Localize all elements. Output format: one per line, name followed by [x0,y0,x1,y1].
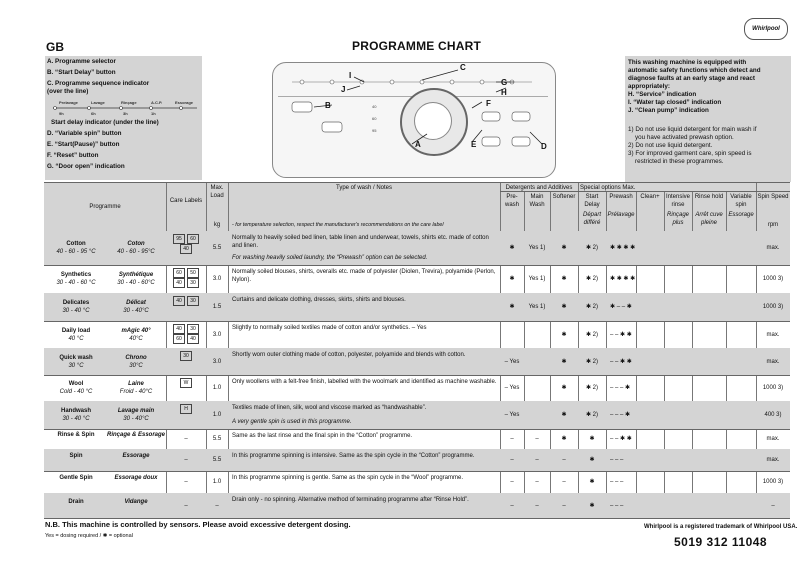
care-labels [166,435,206,443]
spin-speed: 1000 3) [762,479,784,485]
callout-g: G [501,78,508,87]
softener: ✱ [561,245,567,251]
programme-temp-en: 30 - 40 - 60 °C [56,280,96,286]
legend-item: D. “Variable spin” button [47,130,122,137]
care-labels [166,351,206,361]
control-legend [45,56,202,180]
care-label-icon: 50 [187,268,199,278]
callout-h: H [501,88,507,97]
prewash-detergent: – Yes [504,385,520,391]
care-label-icon: W [180,378,192,388]
info-line: H. “Service” indication [628,91,697,98]
spin-speed: 400 3) [764,412,782,418]
start-delay: ✱ [589,457,595,463]
care-label-none: – [184,502,188,509]
care-label-icon: 40 [173,324,185,334]
start-delay: ✱ 2) [585,385,599,391]
header-rinse-hold: Rinse hold [694,194,724,200]
info-line: I. “Water tap closed” indication [628,99,722,106]
start-delay: ✱ 2) [585,245,599,251]
care-label-icon: 40 [187,334,199,344]
svg-text:Lavage: Lavage [91,100,105,105]
legend-item: E. “Start(Pause)” button [47,141,120,148]
info-note: 3) For improved garment care, spin speed is [628,150,752,157]
care-label-icon: 40 [173,296,185,306]
programme-name-en: Gentle Spin [59,475,93,481]
svg-text:Prelavage: Prelavage [59,100,78,105]
programme-temp-fr: 30°C [129,362,143,369]
header-spin-speed: Spin Speed [757,194,789,200]
info-line: automatic safety functions which detect and [628,67,761,74]
header-kg: kg [213,222,221,228]
mainwash-detergent: Yes 1) [528,245,546,251]
svg-text:6h: 6h [91,111,96,116]
footer-note: N.B. This machine is controlled by sensors. Please avoid excessive detergent dosing. [45,520,351,529]
wash-notes: Same as the last rinse and the final spin in the “Cotton” programme. [232,433,413,439]
info-note: restricted in these programmes. [635,158,724,165]
legend-item: G. “Door open” indication [47,163,125,170]
mainwash-detergent: – [535,479,539,485]
care-labels [166,234,206,254]
softener: ✱ [561,412,567,418]
special-options: ✱ ✱ ✱ ✱ [610,276,636,282]
trademark-notice: Whirlpool is a registered trademark of Whirlpool USA. [644,524,798,530]
header-intensive-rinse-fr: Rinçage plus [666,212,689,226]
programme-name-en: Wool [68,381,84,387]
spin-speed: 1000 3) [762,304,784,310]
prewash-detergent: ✱ [509,245,515,251]
table-row [44,348,790,376]
prewash-detergent: ✱ [509,304,515,310]
header-prewash-option: Prewash [609,194,633,200]
wash-notes: Normally to heavily soiled bed linen, table linen and underwear, towels, shirts etc. made of cotton and linen. [232,235,489,249]
region-label: GB [46,40,64,54]
header-detergents: Detergents and Additives [505,185,573,191]
programme-name-fr: Laine [128,381,144,387]
sequence-indicator-illustration [51,98,201,118]
prewash-detergent: – [510,436,514,442]
table-row [44,401,790,430]
programme-temp-fr: Froid - 40°C [119,389,153,395]
start-delay: ✱ 2) [585,358,599,365]
programme-name-fr: Coton [127,241,145,247]
spin-speed: max. [766,358,780,365]
header-softener: Softener [552,194,576,200]
header-rpm: rpm [767,222,779,228]
start-delay: ✱ 2) [585,412,599,418]
callout-d: D [541,142,547,151]
care-labels [166,478,206,486]
programme-temp-en: 30 - 40 °C [62,416,90,422]
care-labels [166,324,206,344]
special-options: – – ✱ ✱ [610,358,632,365]
care-label-icon: 60 [173,268,185,278]
wash-notes: Slightly to normally soiled textiles made of cotton and/or synthetics. – Yes [232,325,427,331]
header-type: Type of wash / Notes [335,185,393,191]
care-label-icon: H [180,404,192,414]
header-prewash-option-fr: Prélavage [607,212,635,218]
start-delay: ✱ [589,502,595,509]
programme-name-fr: Vidange [124,498,148,505]
spin-speed: max. [766,245,780,251]
header-rinse-hold-fr: Arrêt cuve pleine [695,212,723,226]
programme-temp-en: Cold - 40 °C [59,389,93,395]
programme-name-fr: Chrono [125,354,147,361]
legend-item: (over the line) [47,88,89,95]
max-load: 5.5 [212,245,222,251]
start-delay: ✱ [589,436,595,442]
max-load: 3.0 [212,358,222,365]
care-label-none: – [184,479,188,485]
care-label-icon: 60 [173,334,185,344]
programme-name-fr: Essorage [122,453,150,459]
page-title: PROGRAMME CHART [352,39,481,53]
header-start-delay-fr: Départ différé [582,212,601,226]
wash-notes: Shortly worn outer clothing made of cotton, polyester, polyamide and blends with cotton. [232,352,466,358]
programme-name-en: Spin [69,453,83,459]
care-label-icon: 40 [173,278,185,288]
care-labels [166,404,206,414]
programme-temp-en: 40 - 60 - 95 °C [56,249,96,255]
table-row [44,449,790,472]
mainwash-detergent: – [535,436,539,442]
softener: ✱ [561,304,567,310]
softener: ✱ [561,436,567,442]
prewash-detergent: – [510,457,514,463]
care-labels [166,502,206,510]
care-labels [166,268,206,288]
max-load: 3.0 [212,331,222,338]
callout-e: E [471,140,477,149]
programme-name-fr: Synthétique [118,272,154,278]
svg-text:60: 60 [372,116,377,121]
safety-info-box [625,56,791,182]
programme-name-en: Cotton [66,241,86,247]
legend-item: A. Programme selector [47,58,116,65]
header-clean: Clean+ [640,194,660,200]
special-options: ✱ – – ✱ [610,304,632,310]
prewash-detergent: – [510,479,514,485]
callout-a: A [415,140,421,149]
brand-logo: Whirlpool [744,18,788,40]
info-line: appropriately: [628,83,670,90]
care-label-icon: 60 [187,234,199,244]
special-options: – – ✱ ✱ [610,436,632,442]
header-variable-spin: Variable spin [730,194,752,208]
care-labels [166,456,206,464]
max-load: 1.0 [212,385,222,391]
programme-temp-fr: 30 - 40°C [123,308,149,314]
programme-name-fr: Lavage main [117,408,155,414]
table-row [44,321,790,349]
info-note: 1) Do not use liquid detergent for main wash if [628,126,757,133]
programme-name-en: Daily load [61,327,91,334]
wash-notes: Textiles made of linen, silk, wool and viscose marked as “handwashable”. [232,405,427,411]
wash-notes: Only woollens with a felt-free finish, labelled with the woolmark and identified as machine washable. [232,379,497,385]
programme-name-fr: Essorage doux [114,475,158,481]
callout-lines [272,62,556,178]
max-load: – [215,502,219,509]
max-load: 5.5 [212,436,222,442]
special-options: – – – [610,457,624,463]
wash-notes: In this programme spinning is intensive. Same as the spin cycle in the “Cotton” programme. [232,453,475,459]
care-label-icon: 30 [187,278,199,288]
table-row [44,231,790,266]
spin-speed: 1000 3) [762,276,784,282]
table-row [44,265,790,294]
header-variable-spin-fr: Essorage [728,212,754,218]
table-row [44,429,790,450]
special-options: – – – [610,479,624,485]
callout-c: C [460,63,466,72]
header-programme: Programme [89,204,121,210]
svg-text:A.C.P.: A.C.P. [151,100,163,105]
info-line: J. “Clean pump” indication [628,107,709,114]
softener: ✱ [561,385,567,391]
wash-notes: Drain only - no spinning. Alternative method of terminating programme after “Rinse Hold”. [232,497,469,503]
care-label-icon: 40 [180,244,192,254]
spin-speed: max. [766,436,780,442]
care-label-icon: 30 [180,351,192,361]
svg-text:3h: 3h [123,111,128,116]
spin-speed: max. [766,331,780,338]
max-load: 3.0 [212,276,222,282]
special-options: – – – [610,502,624,509]
legend-item: F. “Reset” button [47,152,99,159]
table-row [44,375,790,402]
max-load: 5.5 [212,457,222,463]
max-load: 1.0 [212,412,222,418]
callout-i: I [349,71,352,80]
programme-temp-fr: 40 - 60 - 95°C [117,249,155,255]
programme-name-en: Drain [68,498,84,505]
programme-temp-fr: 30 - 40°C [123,416,149,422]
legend-item: B. “Start Delay” button [47,69,116,76]
header-special: Special options Max. [580,185,636,191]
wash-notes: Curtains and delicate clothing, dresses, skirts, shirts and blouses. [232,297,406,303]
callout-b: B [325,101,331,110]
wash-notes: In this programme spinning is gentle. Same as the spin cycle in the “Wool” programme. [232,475,463,481]
spin-speed: – [771,502,775,509]
start-delay: ✱ 2) [585,331,599,338]
info-note: you have activated prewash option. [635,134,734,141]
header-max-load: Max. Load [210,185,224,199]
programme-temp-en: 40 °C [68,335,84,342]
max-load: 1.5 [212,304,222,310]
wash-notes: Normally soiled blouses, shirts, overalls etc. made of polyester (Diolen, Trevira), polyamide (Perlon, Nylon). [232,269,496,283]
svg-text:9h: 9h [59,111,64,116]
table-row [44,471,790,494]
info-line: This washing machine is equipped with [628,59,747,66]
header-prewash: Pre-wash [504,194,519,208]
spin-speed: 1000 3) [762,385,784,391]
callout-j: J [341,85,346,94]
care-label-icon: 30 [187,324,199,334]
prewash-detergent: – [510,502,514,509]
start-delay: ✱ [589,479,595,485]
care-labels [166,296,206,306]
softener: – [562,502,566,509]
care-labels [166,378,206,388]
programme-name-en: Delicates [62,300,90,306]
document-code: 5019 312 11048 [674,535,768,549]
legend-item: Start delay indicator (under the line) [51,119,159,126]
table-row [44,293,790,322]
programme-name-en: Handwash [60,408,91,414]
max-load: 1.0 [212,479,222,485]
header-intensive-rinse: Intensive rinse [665,194,690,208]
svg-text:1h: 1h [151,111,156,116]
programme-name-en: Quick wash [59,354,93,361]
svg-text:95: 95 [372,128,377,133]
callout-f: F [486,99,491,108]
svg-text:Rinçage: Rinçage [121,100,137,105]
programme-name-en: Rinse & Spin [57,432,95,438]
mainwash-detergent: Yes 1) [528,304,546,310]
svg-text:40: 40 [372,104,377,109]
header-type-note: - for temperature selection, respect the manufacturer's recommendations on the care label [232,222,444,228]
info-note: 2) Do not use liquid detergent. [628,142,713,149]
care-label-icon: 95 [173,234,185,244]
prewash-detergent: ✱ [509,276,515,282]
special-options: – – – ✱ [610,385,631,391]
svg-text:Essorage: Essorage [175,100,194,105]
programme-name-fr: Rinçage & Essorage [106,432,166,438]
programme-name-fr: Délicat [126,300,146,306]
special-options: ✱ ✱ ✱ ✱ [610,245,636,251]
care-label-none: – [184,457,188,463]
footer-legend: Yes = dosing required / ✱ = optional [45,533,133,539]
care-label-icon: 30 [187,296,199,306]
legend-item: C. Programme sequence indicator [47,80,150,87]
softener: – [562,457,566,463]
table-row [44,493,790,519]
header-main-wash: Main Wash [529,194,545,208]
mainwash-detergent: Yes 1) [528,276,546,282]
wash-notes-extra: A very gentle spin is used in this programme. [232,419,352,425]
prewash-detergent: – Yes [504,358,520,365]
mainwash-detergent: – [535,502,539,509]
softener: ✱ [561,331,567,338]
programme-temp-fr: 40°C [129,335,143,342]
programme-temp-en: 30 °C [68,362,84,369]
info-line: diagnose faults at an early stage and react [628,75,756,82]
special-options: – – – ✱ [610,412,631,418]
softener: – [562,479,566,485]
wash-notes-extra: For washing heavily soiled laundry, the “Prewash” option can be selected. [232,255,428,261]
header-start-delay: Start Delay [584,194,600,208]
header-care-labels: Care Labels [169,198,203,204]
mainwash-detergent: – [535,457,539,463]
start-delay: ✱ 2) [585,276,599,282]
softener: ✱ [561,276,567,282]
start-delay: ✱ 2) [585,304,599,310]
prewash-detergent: – Yes [504,412,520,418]
programme-temp-en: 30 - 40 °C [62,308,90,314]
programme-temp-fr: 30 - 40 - 60°C [117,280,155,286]
programme-table [44,182,790,518]
spin-speed: max. [766,457,780,463]
programme-name-en: Synthetics [60,272,92,278]
special-options: – – ✱ ✱ [610,331,632,338]
programme-name-fr: mAgic 40° [121,327,151,334]
softener: ✱ [561,358,567,365]
care-label-none: – [184,436,188,442]
